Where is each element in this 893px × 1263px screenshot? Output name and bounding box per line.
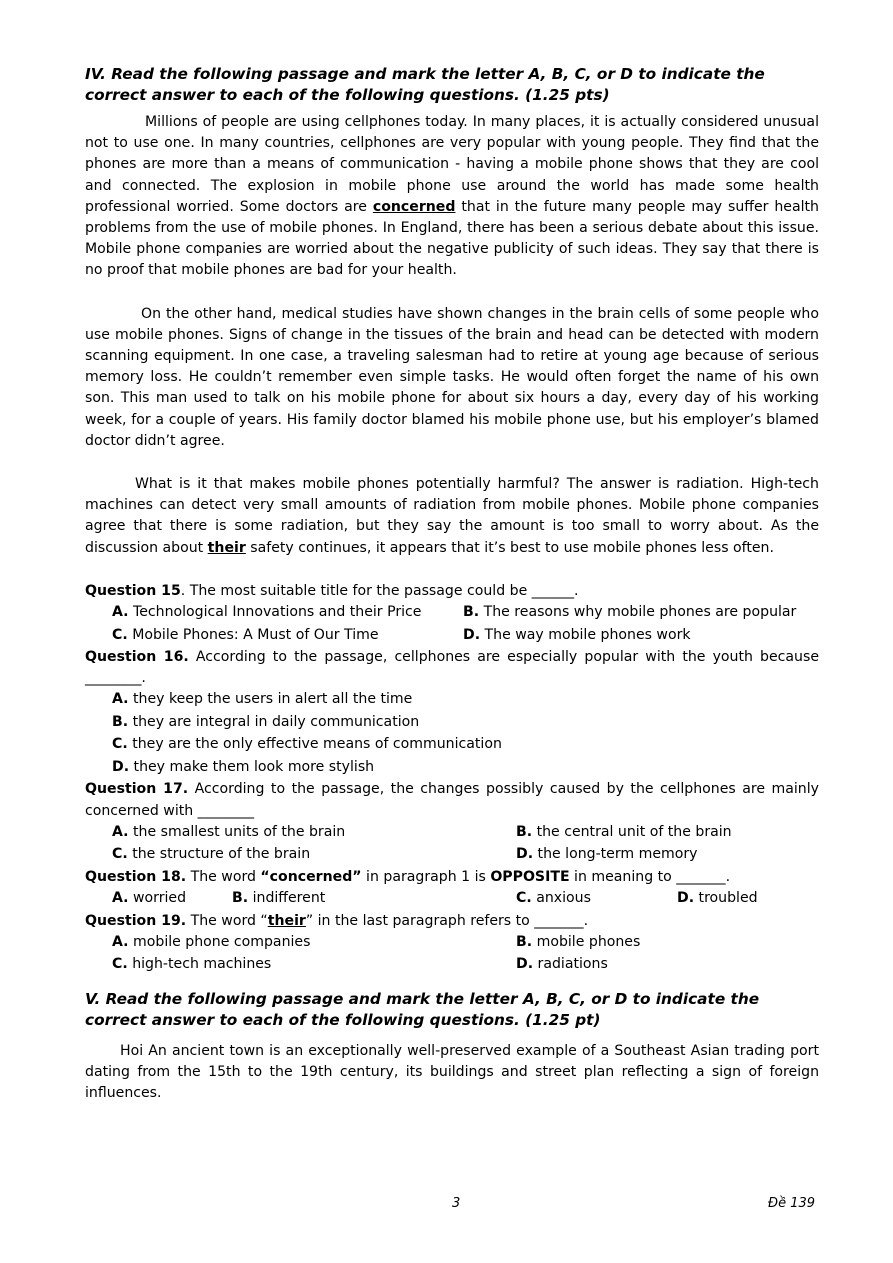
q19-option-b[interactable]: B. mobile phones	[516, 933, 641, 950]
underlined-word-concerned: concerned	[372, 198, 456, 215]
q17-options-row-2	[85, 844, 819, 867]
q17-options-row-1	[85, 822, 819, 845]
section-4-heading: IV. Read the following passage and mark the letter A, B, C, or D to indicate the correct answer to each of the following questions. (1.25 pts)	[85, 65, 765, 104]
question-15: Question 15. The most suitable title for the passage could be ______.	[85, 582, 579, 599]
q15-options-row-1	[85, 602, 819, 625]
passage-paragraph-1: Millions of people are using cellphones today. In many places, it is actually considered unusual not to use one. In many countries, cellphones are very popular with young people. They find that the phones are more than a means of communication - having a mobile phone shows that they are cool and connected. The explosion in mobile phone use around the world has made some health professional worried. Some doctors are concerned that in the future many people may suffer health problems from the use of mobile phones. In England, there has been a serious debate about this issue. Mobile phone companies are worried about the negative publicity of such ideas. They say that there is no proof that mobile phones are bad for your health.	[85, 114, 819, 279]
q16-option-c[interactable]: C. they are the only effective means of communication	[112, 736, 502, 753]
q19-option-a[interactable]: A. mobile phone companies	[112, 933, 311, 950]
q17-option-b[interactable]: B. the central unit of the brain	[516, 823, 732, 840]
q19-options-row-2	[85, 954, 819, 977]
q18-option-c[interactable]: C. anxious	[516, 890, 591, 907]
page-content	[85, 64, 819, 1104]
q18-option-b[interactable]: B. indifferent	[232, 890, 326, 907]
q18-option-d[interactable]: D. troubled	[677, 890, 758, 907]
question-17: Question 17. According to the passage, the changes possibly caused by the cellphones are mainly concerned with ________	[85, 781, 819, 819]
q18-option-a[interactable]: A. worried	[112, 890, 187, 907]
q16-option-b[interactable]: B. they are integral in daily communication	[112, 713, 420, 730]
q19-options-row-1	[85, 932, 819, 955]
q15-option-c[interactable]: C. Mobile Phones: A Must of Our Time	[112, 626, 379, 643]
page-number: 3	[452, 1196, 461, 1211]
underlined-word-their: their	[207, 539, 246, 556]
q18-options-row	[85, 888, 819, 911]
q15-option-b[interactable]: B. The reasons why mobile phones are popular	[463, 604, 797, 621]
q15-option-d[interactable]: D. The way mobile phones work	[463, 626, 691, 643]
q17-option-c[interactable]: C. the structure of the brain	[112, 846, 311, 863]
section-5-paragraph-1: Hoi An ancient town is an exceptionally well-preserved example of a Southeast Asian trading port dating from the 15th to the 19th century, its buildings and street plan reflecting a sign of foreign influences.	[85, 1042, 819, 1102]
passage-paragraph-2: On the other hand, medical studies have shown changes in the brain cells of some people who use mobile phones. Signs of change in the tissues of the brain and head can be detected with modern scanning equipment. In one case, a traveling salesman had to retire at young age because of serious memory loss. He couldn’t remember even simple tasks. He would often forget the name of his own son. This man used to talk on his mobile phone for about six hours a day, every day of his working week, for a couple of years. His family doctor blamed his mobile phone use, but his employer’s blamed doctor didn’t agree.	[85, 305, 819, 449]
q17-option-a[interactable]: A. the smallest units of the brain	[112, 823, 346, 840]
q19-option-d[interactable]: D. radiations	[516, 956, 608, 973]
q15-options-row-2	[85, 625, 819, 648]
q15-option-a[interactable]: A. Technological Innovations and their Price	[112, 604, 422, 621]
q17-option-d[interactable]: D. the long-term memory	[516, 846, 698, 863]
q16-option-a[interactable]: A. they keep the users in alert all the time	[112, 691, 413, 708]
q19-option-c[interactable]: C. high-tech machines	[112, 956, 272, 973]
q16-option-d[interactable]: D. they make them look more stylish	[112, 758, 375, 775]
section-5-heading: V. Read the following passage and mark the letter A, B, C, or D to indicate the correct answer to each of the following questions. (1.25 pt)	[85, 989, 760, 1029]
exam-code: Đề 139	[768, 1196, 816, 1211]
question-18: Question 18. The word “concerned” in paragraph 1 is OPPOSITE in meaning to _______.	[85, 868, 731, 885]
question-19: Question 19. The word “their” in the last paragraph refers to _______.	[85, 912, 589, 929]
passage-paragraph-3: What is it that makes mobile phones potentially harmful? The answer is radiation. High-tech machines can detect very small amounts of radiation from mobile phones. Mobile phone companies agree that there is some radiation, but they say the amount is too small to worry about. As the discussion about their safety continues, it appears that it’s best to use mobile phones less often.	[85, 476, 819, 556]
question-16: Question 16. According to the passage, cellphones are especially popular with the youth because ________.	[85, 649, 819, 687]
